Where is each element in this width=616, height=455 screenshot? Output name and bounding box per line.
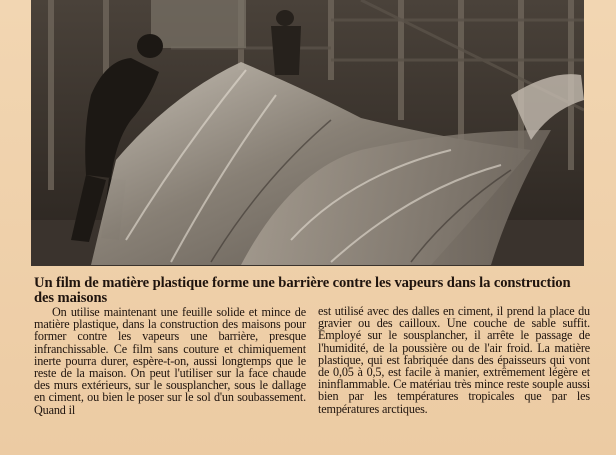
photo-workers-unrolling-plastic-film [31, 0, 584, 266]
article-body-left-column: On utilise maintenant une feuille solide et mince de matière plastique, dans la construction des maisons pour former contre les vapeurs une barrière, presque infranchissable. Ce film sans couture et chimiquement inerte pourra durer, espère-t-on, aussi longtemps que le reste de la maison. On peut l'utiliser sur la face chaude des murs extérieurs, sur le sousplancher, sous le dallage en ciment, ou bien le poser sur le sol d'un soubassement. Quand il [34, 305, 306, 417]
article-body-right-column: est utilisé avec des dalles en ciment, il prend la place du gravier ou des cailloux. Une couche de sable suffit. Employé sur le sousplancher, il arrête le passage de l'humidité, de la poussière ou de l'air froid. La matière plastique, qui est fabriquée dans des épaisseurs qui vont de 0,05 à 0,5, est facile à manier, extrêmement légère et ininflammable. Ce matériau très mince reste souple aussi bien par les températures tropicales que par les températures arctiques. [318, 304, 590, 416]
article-headline: Un film de matière plastique forme une barrière contre les vapeurs dans la construction des maisons [34, 275, 571, 306]
article-photo [31, 0, 584, 266]
